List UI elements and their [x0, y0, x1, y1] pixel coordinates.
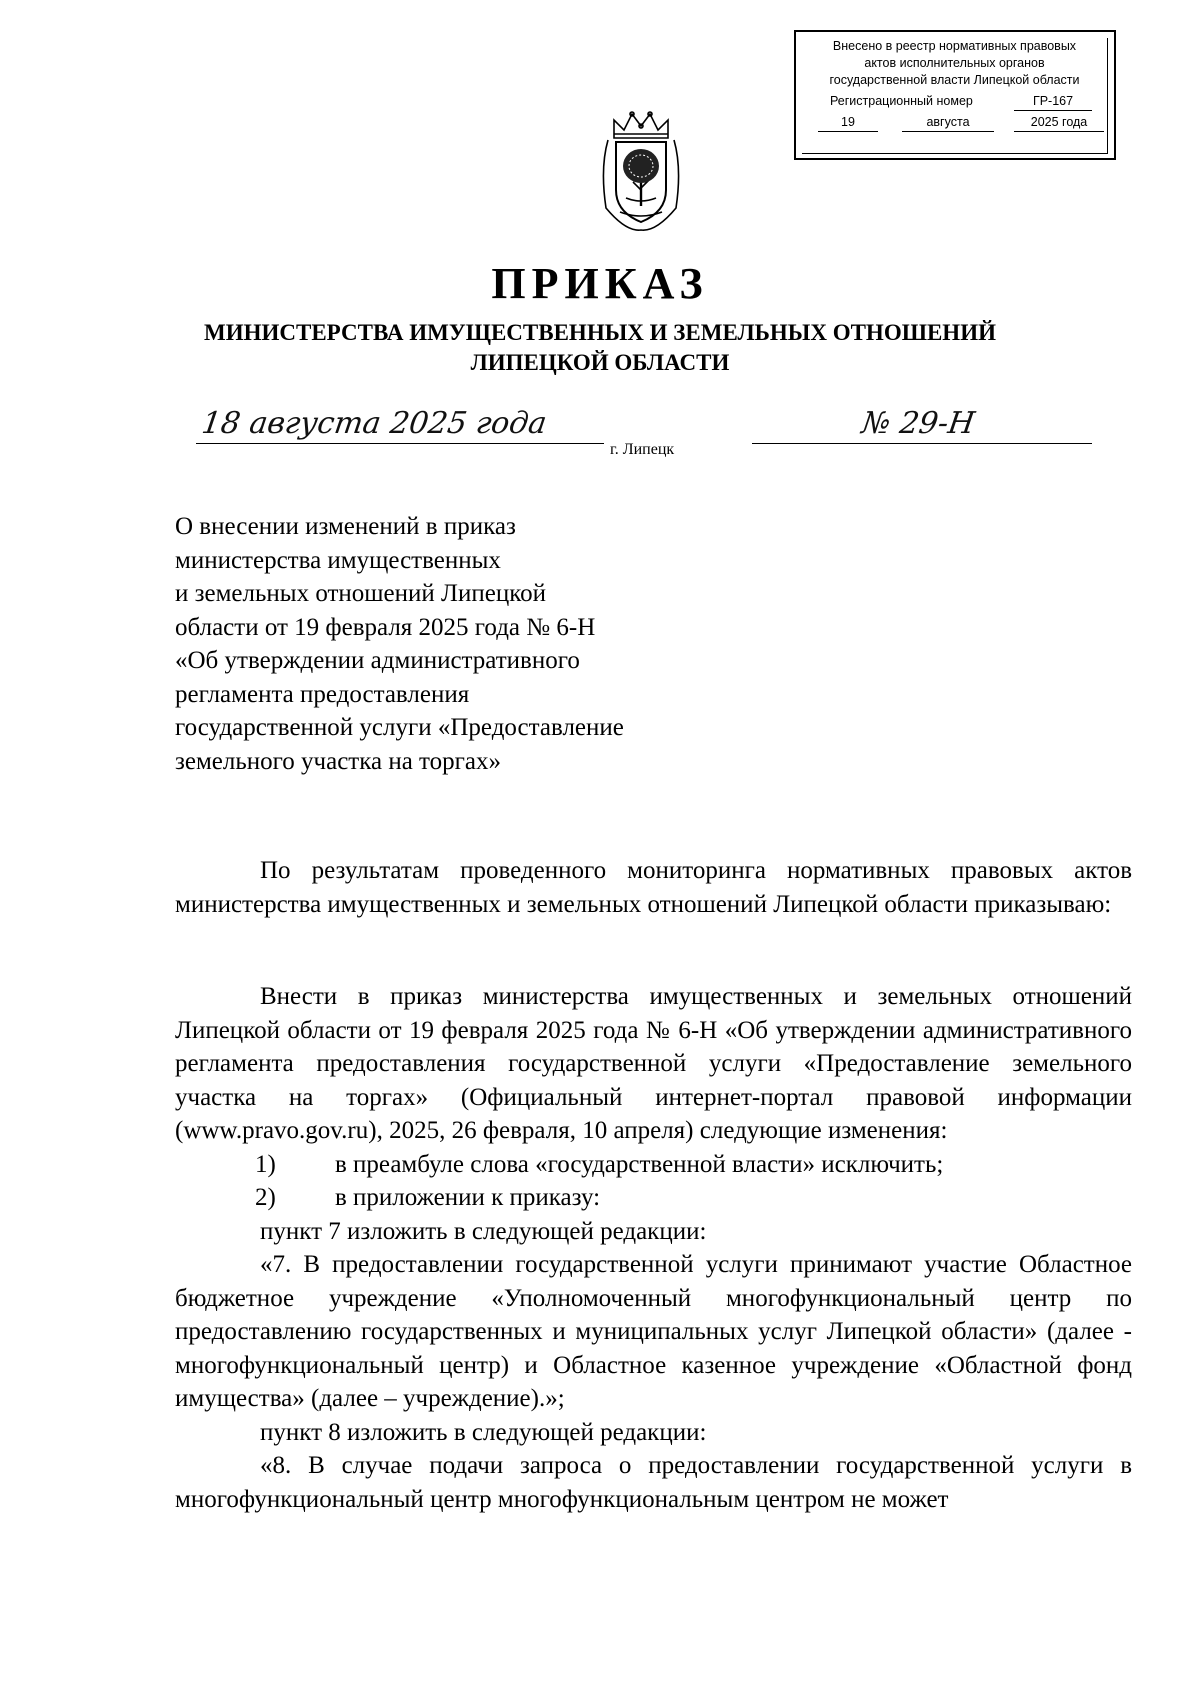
- subject-line: земельного участка на торгах»: [175, 747, 502, 775]
- list-item: [175, 1181, 1132, 1215]
- preamble-paragraph: По результатам проведенного мониторинга нормативных правовых актов министерства имущественных и земельных отношений Липецкой области приказываю:: [175, 857, 1132, 918]
- registry-number: ГР-167: [1014, 93, 1092, 111]
- registry-day: 19: [818, 114, 878, 132]
- ministry-line-1: МИНИСТЕРСТВА ИМУЩЕСТВЕННЫХ И ЗЕМЕЛЬНЫХ ОТНОШЕНИЙ: [204, 320, 996, 345]
- registry-line-1: Внесено в реестр нормативных правовых: [832, 39, 1077, 53]
- list-item-number: 1): [255, 1150, 276, 1178]
- registry-line-2: актов исполнительных органов: [864, 56, 1045, 70]
- registry-number-label: Регистрационный номер: [830, 94, 973, 108]
- point7-intro: пункт 7 изложить в следующей редакции:: [260, 1217, 707, 1245]
- point8-text: «8. В случае подачи запроса о предоставлении государственной услуги в многофункциональный центр многофункциональным центром не может: [175, 1452, 1132, 1513]
- list-item-text: в преамбуле слова «государственной власти» исключить;: [335, 1150, 944, 1178]
- main-paragraph: Внести в приказ министерства имущественных и земельных отношений Липецкой области от 19 февраля 2025 года № 6-Н «Об утверждении административного регламента предоставления государственной услуги «Предоставление земельного участка на торгах» (Официальный интернет-портал правовой информации (www.pravo.gov.ru), 2025, 26 февраля, 10 апреля) следующие изменения:: [175, 983, 1132, 1144]
- registry-stamp: [794, 30, 1116, 160]
- handwritten-number: № 29-Н: [859, 406, 977, 441]
- coat-of-arms-icon: [596, 108, 686, 233]
- number-field: [752, 397, 1092, 444]
- order-body: [175, 980, 1132, 1516]
- list-item-text: в приложении к приказу:: [335, 1184, 601, 1211]
- registry-month: августа: [902, 114, 994, 132]
- list-item-number: 2): [255, 1184, 276, 1211]
- list-item: [175, 1148, 1132, 1182]
- point8-intro: пункт 8 изложить в следующей редакции:: [260, 1418, 707, 1446]
- subject-line: «Об утверждении административного: [175, 647, 580, 674]
- document-subject: [175, 510, 715, 778]
- registry-year: 2025 года: [1014, 114, 1104, 132]
- ministry-line-2: ЛИПЕЦКОЙ ОБЛАСТИ: [470, 350, 730, 375]
- registry-line-3: государственной власти Липецкой области: [829, 73, 1080, 87]
- point7-text: «7. В предоставлении государственной услуги принимают участие Областное бюджетное учреждение «Уполномоченный многофункциональный центр по предоставлению государственных и муниципальных услуг Липецкой области» (далее - многофункциональный центр) и Областное казенное учреждение «Областной фонд имущества» (далее – учреждение).»;: [175, 1251, 1132, 1412]
- date-field: [196, 397, 604, 444]
- subject-line: О внесении изменений в приказ: [175, 513, 516, 540]
- ministry-name: [150, 318, 1050, 378]
- subject-line: области от 19 февраля 2025 года № 6-Н: [175, 613, 596, 641]
- handwritten-date: 18 августа 2025 года: [199, 406, 549, 441]
- subject-line: государственной услуги «Предоставление: [175, 714, 624, 741]
- subject-line: министерства имущественных: [175, 546, 501, 574]
- subject-line: и земельных отношений Липецкой: [175, 580, 546, 607]
- city-label: г. Липецк: [610, 441, 675, 458]
- subject-line: регламента предоставления: [175, 680, 470, 708]
- document-type-title: ПРИКАЗ: [491, 259, 709, 308]
